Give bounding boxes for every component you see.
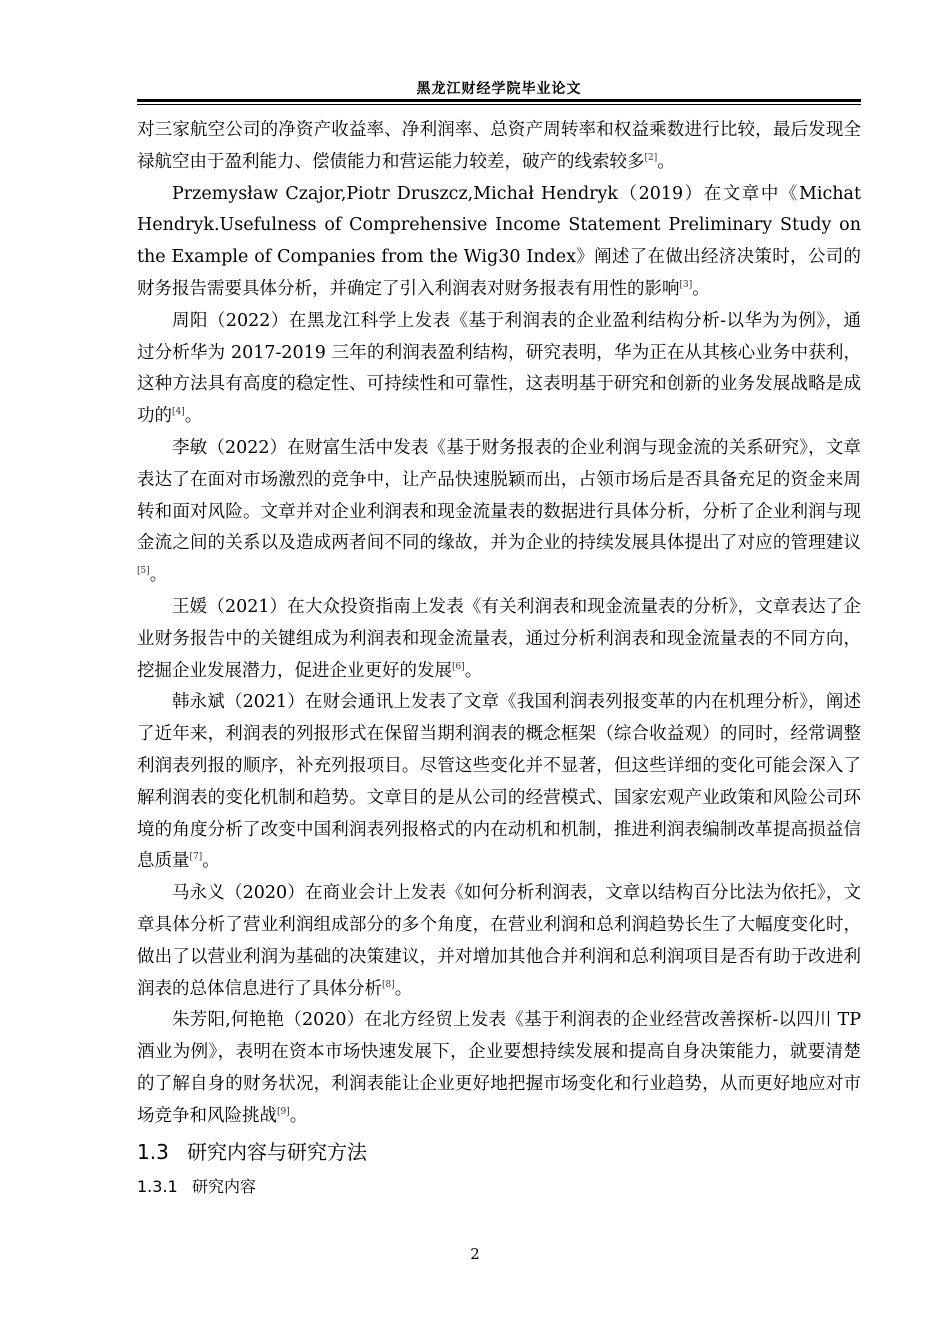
- paragraph-5: 王媛（2021）在大众投资指南上发表《有关利润表和现金流量表的分析》，文章表达了企业财务报告中的关键组成为利润表和现金流量表，通过分析利润表和现金流量表的不同方向，挖掘企业发展潜力，促进企业更好的发展[6]。: [137, 596, 861, 681]
- header-rule-thin: [137, 104, 861, 105]
- section-title: 研究内容与研究方法: [187, 1140, 367, 1164]
- citation-ref: [2]: [644, 152, 658, 163]
- body-text: [137, 115, 861, 1133]
- header-rule-thick: [137, 99, 861, 102]
- paragraph-4: 李敏（2022）在财富生活中发表《基于财务报表的企业利润与现金流的关系研究》，文章表达了在面对市场激烈的竞争中，让产品快速脱颖而出，占领市场后是否具备充足的资金来周转和面对风险。文章并对企业利润表和现金流量表的数据进行具体分析，分析了企业利润与现金流之间的关系以及造成两者间不同的缘故，并为企业的持续发展具体提出了对应的管理建议[5]。: [137, 437, 861, 586]
- citation-ref: [5]: [137, 566, 150, 577]
- citation-ref: [9]: [277, 1106, 290, 1117]
- citation-ref: [3]: [679, 280, 693, 291]
- paragraph-3: 周阳（2022）在黑龙江科学上发表《基于利润表的企业盈利结构分析-以华为为例》，通过分析华为 2017-2019 三年的利润表盈利结构，研究表明，华为正在从其核心业务中获利，这种方法具有高度的稳定性、可持续性和可靠性，这表明基于研究和创新的业务发展战略是成功的[4]。: [137, 310, 861, 427]
- subsection-heading: [137, 1172, 256, 1202]
- citation-ref: [6]: [452, 661, 465, 672]
- citation-ref: [4]: [172, 407, 185, 418]
- page-number: 2: [470, 1245, 480, 1263]
- section-number: 1.3: [137, 1140, 169, 1164]
- running-header: 黑龙江财经学院毕业论文: [416, 81, 582, 97]
- subsection-number: 1.3.1: [137, 1177, 178, 1196]
- citation-ref: [7]: [189, 852, 203, 863]
- subsection-title: 研究内容: [192, 1177, 257, 1196]
- section-heading: [137, 1135, 367, 1169]
- paragraph-2: Przemysław Czajor,Piotr Druszcz,Michał Hendryk（2019）在文章中《Michat Hendryk.Usefulness of Comprehensive Income Statement Preliminary Study on the Example of Companies from the Wig30 Index》阐述了在做出经济决策时，公司的财务报告需要具体分析，并确定了引入利润表对财务报表有用性的影响[3]。: [137, 183, 861, 299]
- paragraph-7: 马永义（2020）在商业会计上发表《如何分析利润表，文章以结构百分比法为依托》，文章具体分析了营业利润组成部分的多个角度，在营业利润和总利润趋势长生了大幅度变化时，做出了以营业利润为基础的决策建议，并对增加其他合并利润和总利润项目是否有助于改进利润表的总体信息进行了具体分析[8]。: [137, 883, 861, 999]
- paragraph-8: 朱芳阳,何艳艳（2020）在北方经贸上发表《基于利润表的企业经营改善探析-以四川 TP 酒业为例》，表明在资本市场快速发展下，企业要想持续发展和提高自身决策能力，就要清楚的了解自身的财务状况，利润表能让企业更好地把握市场变化和行业趋势，从而更好地应对市场竞争和风险挑战[9]。: [137, 1010, 861, 1126]
- paragraph-6: 韩永斌（2021）在财会通讯上发表了文章《我国利润表列报变革的内在机理分析》，阐述了近年来，利润表的列报形式在保留当期利润表的概念框架（综合收益观）的同时，经常调整利润表列报的顺序，补充列报项目。尽管这些变化并不显著，但这些详细的变化可能会深入了解利润表的变化机制和趋势。文章目的是从公司的经营模式、国家宏观产业政策和风险公司环境的角度分析了改变中国利润表列报格式的内在动机和机制，推进利润表编制改革提高损益信息质量[7]。: [137, 692, 861, 872]
- paragraph-1: 对三家航空公司的净资产收益率、净利润率、总资产周转率和权益乘数进行比较，最后发现全禄航空由于盈利能力、偿债能力和营运能力较差，破产的线索较多[2]。: [137, 120, 861, 172]
- citation-ref: [8]: [382, 979, 395, 990]
